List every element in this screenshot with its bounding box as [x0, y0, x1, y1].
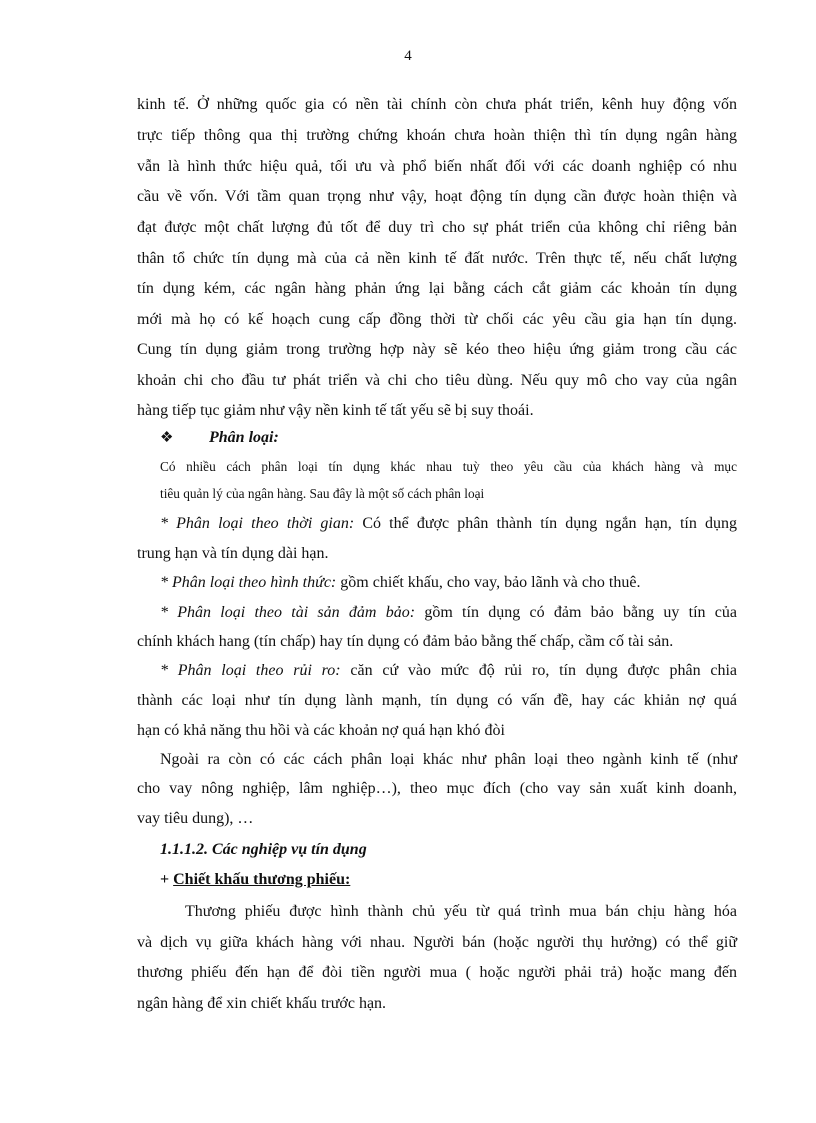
section-heading: 1.1.1.2. Các nghiệp vụ tín dụng — [160, 841, 367, 858]
subsection-prefix: + — [160, 871, 174, 888]
paragraph-line: trung hạn và tín dụng dài hạn. — [137, 545, 329, 562]
paragraph-line: kinh tế. Ở những quốc gia có nền tài chính còn chưa phát triển, kênh huy động vốn — [137, 96, 737, 113]
label-by-collateral: * Phân loại theo tài sản đảm bảo: — [160, 604, 416, 621]
classification-by-collateral — [160, 603, 737, 623]
text-by-collateral: gồm tín dụng có đảm bảo bằng uy tín của — [415, 604, 738, 621]
label-by-time: * Phân loại theo thời gian: — [160, 515, 355, 532]
diamond-bullet-icon: ❖ — [160, 430, 174, 446]
subsection-title: Chiết khấu thương phiếu: — [173, 871, 351, 888]
page-number: 4 — [404, 48, 412, 64]
paragraph-line: vẫn là hình thức hiệu quả, tối ưu và phổ biến nhất đối với các doanh nghiệp có nhu — [137, 158, 737, 175]
paragraph-line: tín dụng kém, các ngân hàng phản ứng lại bằng cách cắt giảm các khoản tín dụng — [137, 280, 737, 297]
paragraph-line: trực tiếp thông qua thị trường chứng khoán chưa hoàn thiện thì tín dụng ngân hàng — [137, 127, 737, 144]
paragraph-line: hạn có khả năng thu hồi và các khoản nợ quá hạn khó đòi — [137, 722, 505, 739]
text-by-risk: căn cứ vào mức độ rủi ro, tín dụng được phân chia — [340, 662, 738, 679]
text-by-form: gồm chiết khấu, cho vay, bảo lãnh và cho thuê. — [336, 574, 641, 591]
paragraph-line: thân tổ chức tín dụng mà của cả nền kinh tế đất nước. Trên thực tế, nếu chất lượng — [137, 250, 737, 267]
paragraph-line: khoản chi cho đầu tư phát triển và chi cho tiêu dùng. Nếu quy mô cho vay của ngân — [137, 372, 737, 389]
paragraph-line: thành các loại như tín dụng lành mạnh, tín dụng có vấn đề, hay các khiản nợ quá — [137, 692, 737, 709]
classification-heading: Phân loại: — [209, 429, 279, 446]
paragraph-line: chính khách hang (tín chấp) hay tín dụng có đảm bảo bằng thế chấp, cầm cố tài sản. — [137, 633, 674, 650]
paragraph-line: và dịch vụ giữa khách hàng với nhau. Người bán (hoặc người thụ hưởng) có thể giữ — [137, 934, 737, 951]
text-by-time: Có thể được phân thành tín dụng ngắn hạn, tín dụng — [354, 515, 737, 532]
paragraph-line: ngân hàng để xin chiết khấu trước hạn. — [137, 995, 387, 1012]
paragraph-line: đạt được một chất lượng đủ tốt để duy trì cho sự phát triển của không chỉ riêng bản — [137, 219, 737, 236]
subsection-heading — [160, 870, 350, 890]
classification-by-form — [160, 573, 640, 593]
paragraph-line: Ngoài ra còn có các cách phân loại khác như phân loại theo ngành kinh tế (như — [160, 751, 737, 768]
paragraph-line: cho vay nông nghiệp, lâm nghiệp…), theo mục đích (cho vay sản xuất kinh doanh, — [137, 780, 737, 797]
paragraph-line: vay tiêu dung), … — [137, 810, 254, 827]
classification-by-time — [160, 514, 737, 534]
classification-by-risk — [160, 661, 737, 681]
label-by-form: * Phân loại theo hình thức: — [160, 574, 337, 591]
paragraph-line: Thương phiếu được hình thành chủ yếu từ quá trình mua bán chịu hàng hóa — [185, 903, 737, 920]
paragraph-line: hàng tiếp tục giảm như vậy nền kinh tế tất yếu sẽ bị suy thoái. — [137, 402, 534, 419]
paragraph-line: mới mà họ có kế hoạch cung cấp đồng thời từ chối các yêu cầu gia hạn tín dụng. — [137, 311, 737, 328]
classification-intro-line: Có nhiều cách phân loại tín dụng khác nhau tuỳ theo yêu cầu của khách hàng và mục — [160, 459, 737, 474]
classification-intro-line: tiêu quản lý của ngân hàng. Sau đây là một số cách phân loại — [160, 486, 485, 501]
paragraph-line: thương phiếu đến hạn để đòi tiền người mua ( hoặc người phải trả) hoặc mang đến — [137, 964, 737, 981]
label-by-risk: * Phân loại theo rủi ro: — [160, 662, 341, 679]
paragraph-line: Cung tín dụng giảm trong trường hợp này sẽ kéo theo hiệu ứng giảm trong cầu các — [137, 341, 737, 358]
paragraph-line: cầu về vốn. Với tầm quan trọng như vậy, hoạt động tín dụng cần được hoàn thiện và — [137, 188, 737, 205]
